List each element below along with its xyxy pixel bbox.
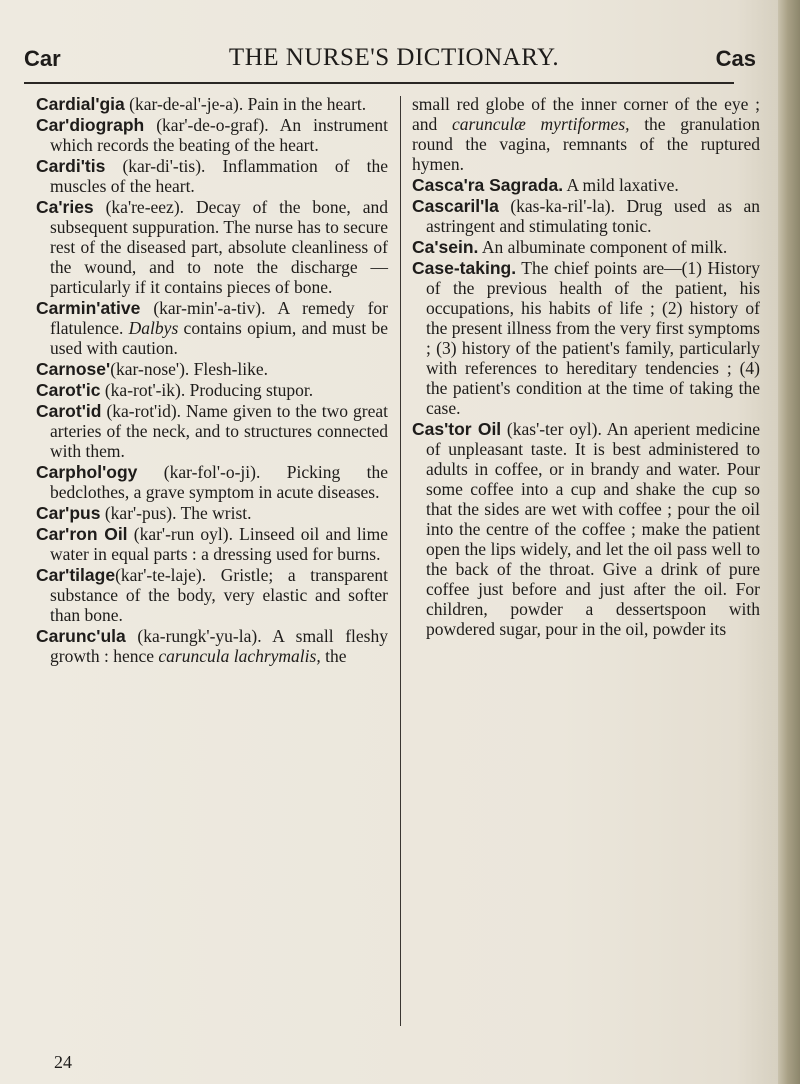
headword: Carnose' — [36, 359, 111, 379]
definition: (kar-min'-a-tiv). A remedy for flatulence. — [50, 298, 388, 338]
entry-carpus — [36, 503, 388, 523]
definition-italic: carunculæ myrtiformes, — [451, 114, 630, 134]
entry-carphology — [36, 462, 388, 502]
running-head-left-guide-word: Car — [24, 46, 61, 71]
definition-italic: caruncula lachrymalis, — [158, 646, 321, 666]
right-column — [412, 94, 760, 640]
definition: (kar-fol'-o-ji). Picking the bedclothes, a grave symptom in acute diseases. — [50, 462, 388, 502]
entry-cartilage — [36, 565, 388, 625]
headword: Car'tilage — [36, 565, 116, 585]
definition: (kar'-de-o-graf). An instrument which records the beating of the heart. — [50, 115, 388, 155]
headword: Carmin'ative — [36, 298, 141, 318]
definition: (kar-di'-tis). Inflammation of the muscles of the heart. — [50, 156, 388, 196]
running-head — [24, 40, 764, 80]
entry-cascara-sagrada — [412, 175, 760, 195]
entry-carotic — [36, 380, 388, 400]
headword: Car'ron Oil — [36, 524, 128, 544]
entry-carron-oil — [36, 524, 388, 564]
entry-carotid — [36, 401, 388, 461]
definition-continued: contains opium, and must be used with caution. — [50, 318, 388, 358]
definition: An albuminate component of milk. — [478, 237, 728, 257]
running-head-right-guide-word: Cas — [715, 46, 756, 71]
left-column — [36, 94, 388, 667]
definition-italic: Dalbys — [128, 318, 179, 338]
entry-caruncula-continued — [412, 94, 760, 174]
definition: (kar'-pus). The wrist. — [100, 503, 252, 523]
definition: (ka're-eez). Decay of the bone, and subsequent suppuration. The nurse has to secure rest of the diseased part, absolute cleanliness of the wound, and to note the discharge — particularly if it contains pieces of bone. — [50, 197, 388, 297]
entry-case-taking — [412, 258, 760, 418]
headword: Cas'tor Oil — [412, 419, 502, 439]
headword: Carphol'ogy — [36, 462, 138, 482]
definition: (kar-nose'). Flesh-like. — [110, 359, 269, 379]
definition: The chief points are—(1) History of the previous health of the patient, his occupations, his habits of life ; (2) history of the present illness from the very first symptoms ; (3) history of the patient's family, particularly with references to hereditary tendencies ; (4) the patient's condition at the time of taking the case. — [426, 258, 760, 418]
headword: Cardial'gia — [36, 94, 125, 114]
definition: (kar-de-al'-je-a). Pain in the heart. — [124, 94, 367, 114]
headword: Case-taking. — [412, 258, 517, 278]
definition: A mild laxative. — [563, 175, 679, 195]
entry-caruncula — [36, 626, 388, 666]
book-spine-edge — [778, 0, 800, 1084]
definition: (ka-rungk'-yu-la). A small fleshy growth : hence — [50, 626, 388, 666]
definition: (kar'-run oyl). Linseed oil and lime water in equal parts : a dressing used for burns. — [50, 524, 389, 564]
definition: (ka-rot'id). Name given to the two great arteries of the neck, and to structures connected with them. — [50, 401, 388, 461]
headword: Ca'ries — [36, 197, 94, 217]
definition: (ka-rot'-ik). Producing stupor. — [100, 380, 314, 400]
definition: (kas'-ter oyl). An aperient medicine of unpleasant taste. It is best administered to adults in coffee, or in brandy and water. Pour some coffee into a cup and shake the cup so that the sides are wet with coffee ; pour the oil into the centre of the coffee ; make the patient open the lips widely, and let the oil pass well to the back of the throat. Give a drink of pure coffee just before and just after the oil. For children, powder a dessertspoon with powdered sugar, pour in the oil, powder its — [426, 419, 760, 639]
entry-castor-oil — [412, 419, 760, 639]
entry-casein — [412, 237, 760, 257]
headword: Cascaril'la — [412, 196, 499, 216]
headword: Carot'ic — [36, 380, 101, 400]
entry-carnose — [36, 359, 388, 379]
definition: (kar'-te-laje). Gristle; a transparent substance of the body, very elastic and softer than bone. — [50, 565, 388, 625]
column-divider — [400, 96, 401, 1026]
entry-cardiograph — [36, 115, 388, 155]
headword: Ca'sein. — [412, 237, 479, 257]
definition: small red globe of the inner corner of the eye ; and — [412, 94, 760, 134]
header-rule — [24, 82, 734, 84]
entry-caries — [36, 197, 388, 297]
entry-cardialgia — [36, 94, 388, 114]
definition-continued: the granulation round the vagina, remnants of the ruptured hymen. — [412, 114, 760, 174]
entry-cascarilla — [412, 196, 760, 236]
headword: Cardi'tis — [36, 156, 106, 176]
headword: Carot'id — [36, 401, 102, 421]
entry-carminative — [36, 298, 388, 358]
page-number: 24 — [54, 1052, 72, 1072]
definition: (kas-ka-ril'-la). Drug used as an astringent and stimulating tonic. — [426, 196, 760, 236]
headword: Car'pus — [36, 503, 101, 523]
running-head-title: THE NURSE'S DICTIONARY. — [228, 44, 560, 71]
headword: Casca'ra Sagrada. — [412, 175, 564, 195]
definition-continued: the — [320, 646, 347, 666]
entry-carditis — [36, 156, 388, 196]
headword: Car'diograph — [36, 115, 145, 135]
headword: Carunc'ula — [36, 626, 126, 646]
